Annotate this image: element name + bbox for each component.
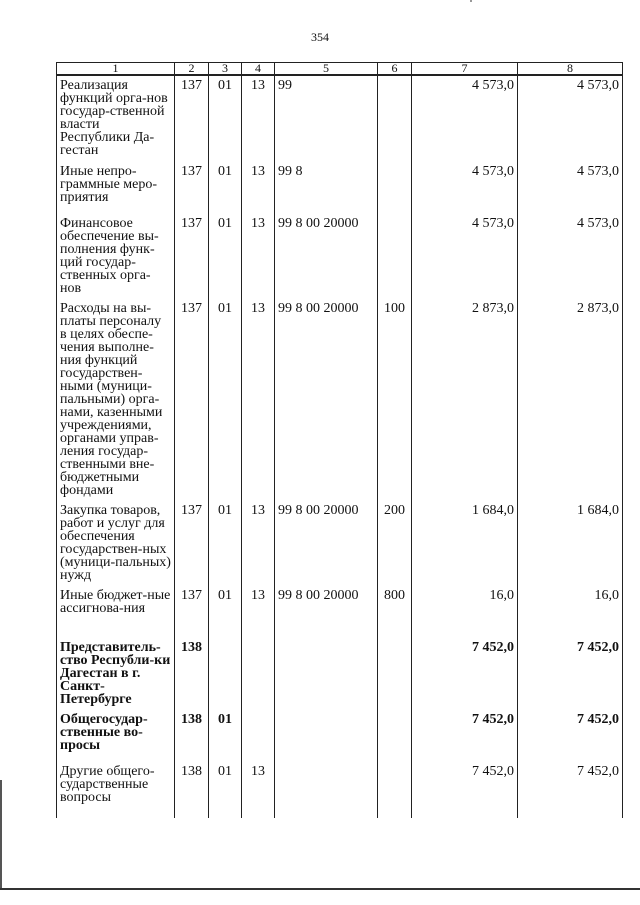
table-cell-col-7: 7 452,0 [412,758,518,818]
table-cell-col-2: 137 [175,158,209,210]
table-cell-col-8: 4 573,0 [518,210,623,295]
table-cell-col-4: 13 [242,582,275,634]
column-header: 4 [242,63,275,76]
table-cell-col-3: 01 [209,582,242,634]
row-label: Иные непро-граммные меро-приятия [57,158,175,210]
table-cell-col-4: 13 [242,210,275,295]
table-cell-col-2: 137 [175,75,209,158]
table-cell-col-5 [275,706,378,758]
table-cell-col-2: 137 [175,210,209,295]
scan-bottom-edge [0,888,640,890]
table-cell-col-5: 99 8 00 20000 [275,295,378,497]
table-cell-col-4: 13 [242,497,275,582]
table-cell-col-6 [378,158,412,210]
table-row [57,158,623,210]
table-cell-col-7: 4 573,0 [412,75,518,158]
table-cell-col-3 [209,634,242,706]
table-cell-col-5: 99 8 00 20000 [275,582,378,634]
table-cell-col-5: 99 8 00 20000 [275,497,378,582]
column-header: 2 [175,63,209,76]
column-header: 5 [275,63,378,76]
table-cell-col-7: 16,0 [412,582,518,634]
table-cell-col-2: 138 [175,706,209,758]
table-cell-col-3: 01 [209,75,242,158]
table-cell-col-4 [242,634,275,706]
table-cell-col-8: 4 573,0 [518,158,623,210]
table-row [57,758,623,818]
table-cell-col-5: 99 8 [275,158,378,210]
column-number-header [57,63,623,76]
table-cell-col-7: 4 573,0 [412,158,518,210]
table-cell-col-8: 7 452,0 [518,634,623,706]
row-label: Иные бюджет-ные ассигнова-ния [57,582,175,634]
table-row [57,295,623,497]
table-cell-col-6: 200 [378,497,412,582]
table-cell-col-5 [275,758,378,818]
table-cell-col-7: 2 873,0 [412,295,518,497]
table-row [57,497,623,582]
table-cell-col-5: 99 8 00 20000 [275,210,378,295]
table-cell-col-2: 137 [175,295,209,497]
scan-edge [0,780,2,890]
table-body [57,75,623,818]
table-cell-col-8: 7 452,0 [518,706,623,758]
table-cell-col-7: 1 684,0 [412,497,518,582]
table-cell-col-3: 01 [209,295,242,497]
table-cell-col-6 [378,634,412,706]
table-cell-col-4 [242,706,275,758]
table-cell-col-2: 138 [175,758,209,818]
table-cell-col-3: 01 [209,706,242,758]
row-label: Общегосудар-ственные во-просы [57,706,175,758]
table-cell-col-6 [378,758,412,818]
scan-speck [470,0,472,2]
row-label: Представитель-ство Республи-ки Дагестан в г. Санкт-Петербурге [57,634,175,706]
table-cell-col-4: 13 [242,158,275,210]
table-cell-col-6 [378,210,412,295]
table-cell-col-2: 138 [175,634,209,706]
table-cell-col-2: 137 [175,582,209,634]
column-header: 3 [209,63,242,76]
table-cell-col-8: 4 573,0 [518,75,623,158]
row-label: Расходы на вы-платы персоналу в целях обеспе-чения выполне-ния функций государствен-ными (муници-пальными) орга-нами, казенными учреждениями, органами управ-ления государ-ственными вне-бюджетными фондами [57,295,175,497]
row-label: Финансовое обеспечение вы-полнения функ-ций государ-ственных орга-нов [57,210,175,295]
table-cell-col-4: 13 [242,758,275,818]
table-cell-col-8: 16,0 [518,582,623,634]
table-cell-col-7: 7 452,0 [412,634,518,706]
table-cell-col-5 [275,634,378,706]
table-cell-col-3: 01 [209,758,242,818]
row-label: Другие общего-сударственные вопросы [57,758,175,818]
column-header: 8 [518,63,623,76]
table-cell-col-4: 13 [242,295,275,497]
table-row [57,210,623,295]
table-cell-col-3: 01 [209,210,242,295]
table-cell-col-8: 2 873,0 [518,295,623,497]
table-cell-col-3: 01 [209,497,242,582]
table-cell-col-7: 7 452,0 [412,706,518,758]
table-cell-col-3: 01 [209,158,242,210]
table-cell-col-8: 1 684,0 [518,497,623,582]
page-number: 354 [311,30,329,44]
table-cell-col-6: 100 [378,295,412,497]
table-cell-col-6: 800 [378,582,412,634]
table-cell-col-5: 99 [275,75,378,158]
column-header: 1 [57,63,175,76]
column-header: 7 [412,63,518,76]
row-label: Реализация функций орга-нов государ-ственной власти Республики Да-гестан [57,75,175,158]
table-row [57,634,623,706]
column-header: 6 [378,63,412,76]
row-label: Закупка товаров, работ и услуг для обеспечения государствен-ных (муници-пальных) нужд [57,497,175,582]
table-row [57,75,623,158]
table-cell-col-6 [378,706,412,758]
budget-table [56,62,623,818]
table-cell-col-4: 13 [242,75,275,158]
table-cell-col-8: 7 452,0 [518,758,623,818]
table-cell-col-6 [378,75,412,158]
table-cell-col-2: 137 [175,497,209,582]
table-row [57,706,623,758]
table-row [57,582,623,634]
table-cell-col-7: 4 573,0 [412,210,518,295]
